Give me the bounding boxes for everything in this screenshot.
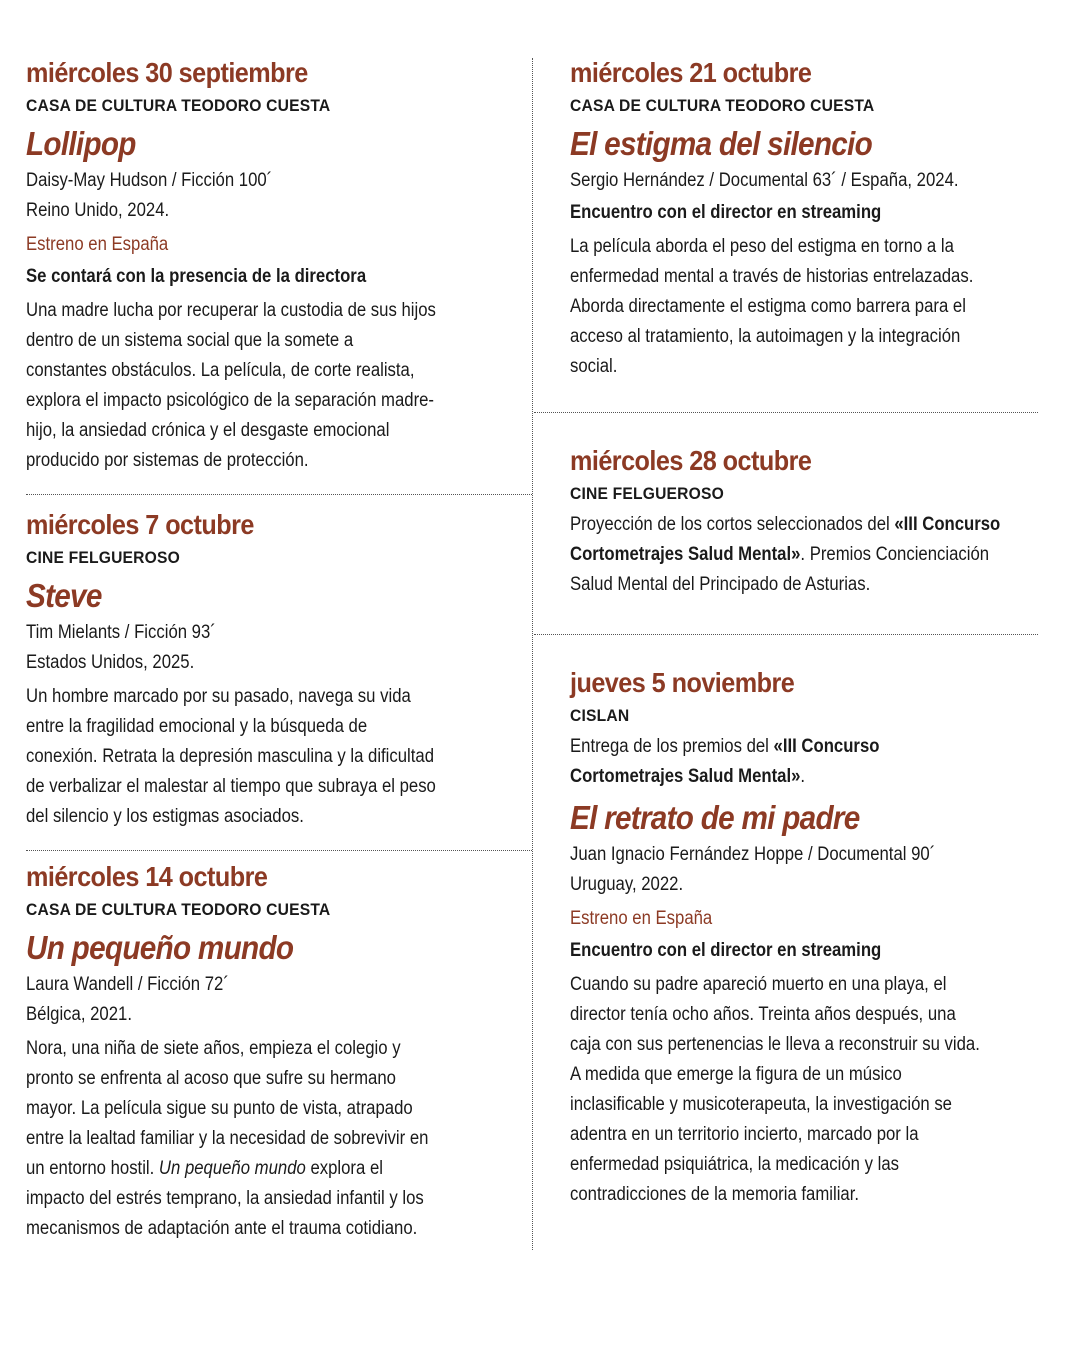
event-venue: CASA DE CULTURA TEODORO CUESTA (26, 96, 331, 115)
film-description (26, 296, 526, 476)
description-line: Cuando su padre apareció muerto en una playa, el (570, 974, 947, 995)
description-line: mayor. La película sigue su punto de vista, atrapado (26, 1098, 413, 1119)
section-divider (26, 494, 532, 495)
description-line: conexión. Retrata la depresión masculina y la dificultad (26, 746, 435, 767)
event-lollipop (26, 54, 526, 476)
event-note: Encuentro con el director en streaming (570, 940, 882, 961)
film-credit: Sergio Hernández / Documental 63´ / España, 2024. (570, 170, 959, 191)
event-un-pequeno-mundo (26, 858, 526, 1244)
event-note: Se contará con la presencia de la directora (26, 266, 367, 287)
description-line: mecanismos de adaptación ante el trauma cotidiano. (26, 1218, 418, 1239)
event-description (570, 732, 1050, 792)
event-description (570, 510, 1050, 600)
film-description (570, 232, 1050, 382)
event-el-estigma-del-silencio (570, 54, 1050, 382)
description-line: entre la lealtad familiar y la necesidad de sobrevivir en (26, 1128, 429, 1149)
column-divider (532, 58, 533, 1250)
event-venue: CASA DE CULTURA TEODORO CUESTA (570, 96, 875, 115)
description-line: producido por sistemas de protección. (26, 450, 309, 471)
description-line: acceso al tratamiento, la autoimagen y la integración (570, 326, 961, 347)
description-line: director tenía ocho años. Treinta años después, una (570, 1004, 956, 1025)
contest-name: Cortometrajes Salud Mental» (570, 766, 801, 787)
film-title: Steve (26, 577, 102, 614)
description-line: adentra en un territorio incierto, marcado por la (570, 1124, 919, 1145)
film-credit: Laura Wandell / Ficción 72´ (26, 974, 229, 995)
description-text: un entorno hostil. (26, 1158, 159, 1179)
description-line: social. (570, 356, 618, 377)
description-line: Un hombre marcado por su pasado, navega su vida (26, 686, 411, 707)
description-line: constantes obstáculos. La película, de corte realista, (26, 360, 415, 381)
film-credit: Juan Ignacio Fernández Hoppe / Documental 90´ (570, 844, 936, 865)
film-description (26, 1034, 526, 1244)
description-text: explora el (305, 1158, 383, 1179)
description-line: hijo, la ansiedad crónica y el desgaste emocional (26, 420, 390, 441)
description-line: enfermedad mental a través de historias entrelazadas. (570, 266, 974, 287)
film-title: Un pequeño mundo (26, 929, 294, 966)
film-title-inline: Un pequeño mundo (158, 1158, 306, 1179)
event-venue: CASA DE CULTURA TEODORO CUESTA (26, 900, 331, 919)
film-description (570, 970, 1050, 1210)
contest-name: «III Concurso (894, 514, 1001, 535)
event-date: jueves 5 noviembre (570, 667, 795, 698)
description-line: caja con sus pertenencias le lleva a reconstruir su vida. (570, 1034, 980, 1055)
description-text: . Premios Concienciación (800, 544, 990, 565)
description-line: impacto del estrés temprano, la ansiedad infantil y los (26, 1188, 424, 1209)
event-date: miércoles 14 octubre (26, 861, 268, 892)
event-date: miércoles 28 octubre (570, 445, 812, 476)
section-divider (534, 634, 1038, 635)
film-title: Lollipop (26, 125, 136, 162)
description-line: A medida que emerge la figura de un músico (570, 1064, 902, 1085)
description-line: Salud Mental del Principado de Asturias. (570, 574, 871, 595)
event-date: miércoles 7 octubre (26, 509, 254, 540)
description-line: explora el impacto psicológico de la separación madre- (26, 390, 435, 411)
film-country-year: Bélgica, 2021. (26, 1004, 132, 1025)
film-credit: Tim Mielants / Ficción 93´ (26, 622, 216, 643)
premiere-label: Estreno en España (26, 234, 169, 255)
contest-name: Cortometrajes Salud Mental» (570, 544, 801, 565)
film-title: El estigma del silencio (570, 125, 873, 162)
description-text: Proyección de los cortos seleccionados del (570, 514, 895, 535)
film-country-year: Reino Unido, 2024. (26, 200, 170, 221)
description-line: inclasificable y musicoterapeuta, la investigación se (570, 1094, 952, 1115)
description-line: Nora, una niña de siete años, empieza el colegio y (26, 1038, 401, 1059)
description-text: . (800, 766, 806, 787)
event-steve (26, 506, 526, 832)
description-line (570, 510, 1001, 540)
description-line (570, 540, 992, 570)
description-line: Aborda directamente el estigma como barrera para el (570, 296, 966, 317)
description-text: Entrega de los premios del (570, 736, 774, 757)
event-date: miércoles 21 octubre (570, 57, 812, 88)
event-el-retrato-de-mi-padre (570, 664, 1050, 1210)
film-credit: Daisy-May Hudson / Ficción 100´ (26, 170, 273, 191)
description-line (26, 1154, 466, 1184)
event-date: miércoles 30 septiembre (26, 57, 308, 88)
section-divider (534, 412, 1038, 413)
description-line: contradicciones de la memoria familiar. (570, 1184, 860, 1205)
description-line: dentro de un sistema social que la somete a (26, 330, 354, 351)
description-line (570, 732, 992, 762)
event-note: Encuentro con el director en streaming (570, 202, 882, 223)
description-line: entre la fragilidad emocional y la búsqueda de (26, 716, 368, 737)
film-country-year: Uruguay, 2022. (570, 874, 684, 895)
premiere-label: Estreno en España (570, 908, 713, 929)
film-description (26, 682, 526, 832)
description-line: La película aborda el peso del estigma en torno a la (570, 236, 954, 257)
film-title: El retrato de mi padre (570, 799, 860, 836)
description-line: enfermedad psiquiátrica, la medicación y las (570, 1154, 899, 1175)
film-country-year: Estados Unidos, 2025. (26, 652, 195, 673)
event-venue: CISLAN (570, 706, 630, 725)
description-line (570, 762, 992, 792)
section-divider (26, 850, 532, 851)
event-cortos (570, 442, 1050, 600)
description-line: Una madre lucha por recuperar la custodia de sus hijos (26, 300, 436, 321)
description-line: pronto se enfrenta al acoso que sufre su hermano (26, 1068, 396, 1089)
description-line: de verbalizar el malestar al tiempo que subraya el peso (26, 776, 436, 797)
contest-name: «III Concurso (773, 736, 880, 757)
event-venue: CINE FELGUEROSO (26, 548, 180, 567)
description-line: del silencio y los estigmas asociados. (26, 806, 304, 827)
event-venue: CINE FELGUEROSO (570, 484, 724, 503)
